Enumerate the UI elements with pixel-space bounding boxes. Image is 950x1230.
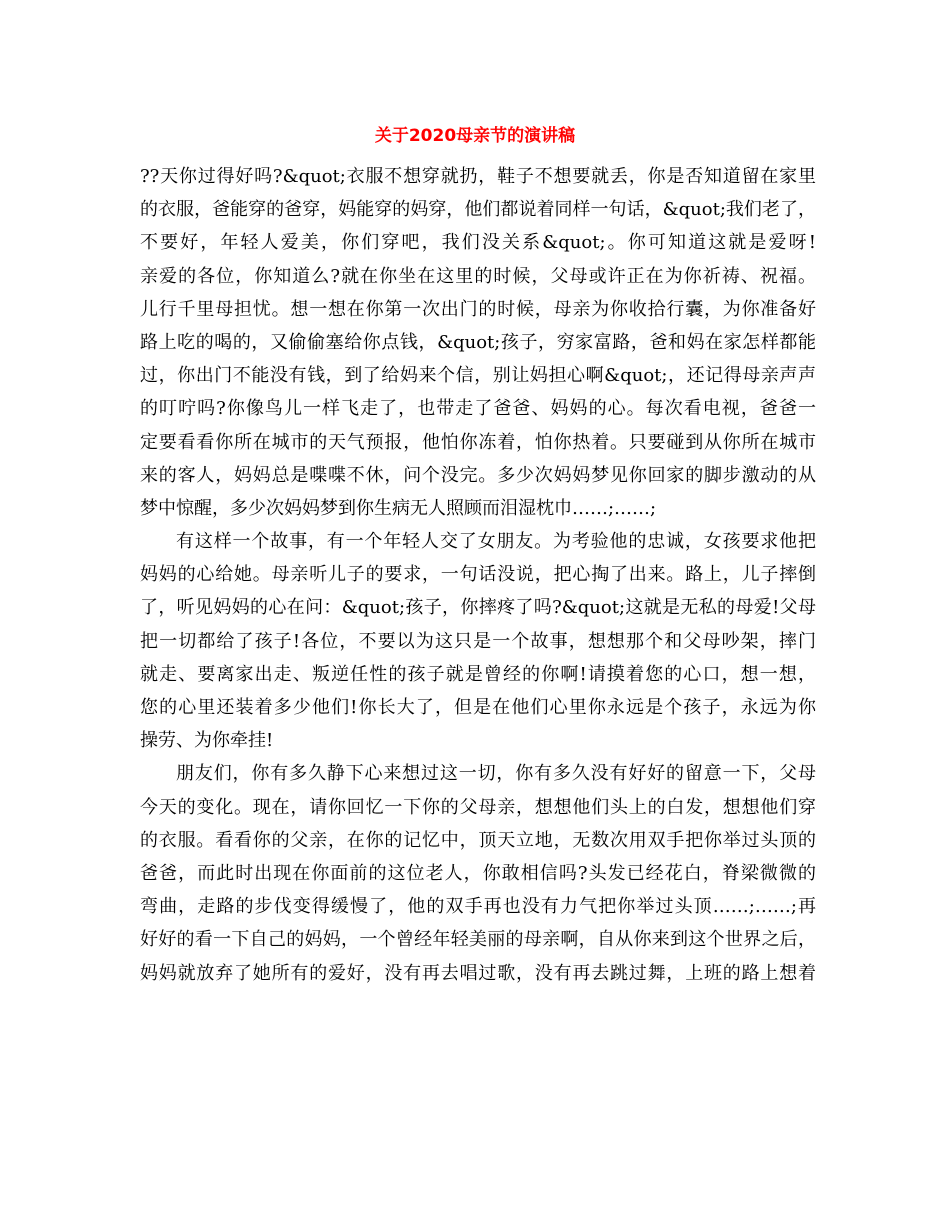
text-line: 把一切都给了孩子!各位，不要以为这只是一个故事，想想那个和父母吵架，摔门 [140,630,816,652]
text-line: 过，你出门不能没有钱，到了给妈来个信，别让妈担心啊&quot;，还记得母亲声声 [140,365,816,387]
text-line: 的叮咛吗?你像鸟儿一样飞走了，也带走了爸爸、妈妈的心。每次看电视，爸爸一 [140,398,816,420]
text-line: 弯曲，走路的步伐变得缓慢了，他的双手再也没有力气把你举过头顶……;……;再 [140,896,816,918]
text-line: 了，听见妈妈的心在问：&quot;孩子，你摔疼了吗?&quot;这就是无私的母爱!父母 [140,597,816,619]
document-title: 关于2020母亲节的演讲稿 [374,126,576,146]
text-line: ??天你过得好吗?&quot;衣服不想穿就扔，鞋子不想要就丢，你是否知道留在家里 [140,166,816,187]
paragraph-2 [140,525,816,757]
text-line: 妈妈就放弃了她所有的爱好，没有再去唱过歌，没有再去跳过舞，上班的路上想着 [140,962,816,984]
text-line: 妈妈的心给她。母亲听儿子的要求，一句话没说，把心掏了出来。路上，儿子摔倒 [140,564,816,586]
text-line: 朋友们，你有多久静下心来想过这一切，你有多久没有好好的留意一下，父母 [176,763,816,785]
paragraph-3 [140,757,816,989]
text-line: 好好的看一下自己的妈妈，一个曾经年轻美丽的母亲啊，自从你来到这个世界之后， [140,929,816,951]
text-line: 来的客人，妈妈总是喋喋不休，问个没完。多少次妈妈梦见你回家的脚步激动的从 [140,464,816,486]
text-line: 爸爸，而此时出现在你面前的这位老人，你敢相信吗?头发已经花白，脊梁微微的 [140,862,816,884]
text-line: 亲爱的各位，你知道么?就在你坐在这里的时候，父母或许正在为你祈祷、祝福。 [140,265,816,287]
document-body [140,160,816,990]
text-line: 儿行千里母担忧。想一想在你第一次出门的时候，母亲为你收拾行囊，为你准备好 [140,298,816,320]
text-line: 定要看看你所在城市的天气预报，他怕你冻着，怕你热着。只要碰到从你所在城市 [140,431,816,453]
text-line: 有这样一个故事，有一个年轻人交了女朋友。为考验他的忠诚，女孩要求他把 [176,531,816,553]
text-line: 今天的变化。现在，请你回忆一下你的父母亲，想想他们头上的白发，想想他们穿 [140,796,816,818]
text-line: 不要好，年轻人爱美，你们穿吧，我们没关系&quot;。你可知道这就是爱呀! [140,232,816,254]
text-line: 的衣服。看看你的父亲，在你的记忆中，顶天立地，无数次用双手把你举过头顶的 [140,829,816,851]
text-line: 就走、要离家出走、叛逆任性的孩子就是曾经的你啊!请摸着您的心口，想一想， [140,663,816,685]
text-line: 操劳、为你牵挂! [140,730,274,752]
paragraph-1 [140,160,816,525]
text-line: 梦中惊醒，多少次妈妈梦到你生病无人照顾而泪湿枕巾……;……; [140,497,657,519]
text-line: 路上吃的喝的，又偷偷塞给你点钱，&quot;孩子，穷家富路，爸和妈在家怎样都能 [140,331,816,353]
text-line: 的衣服，爸能穿的爸穿，妈能穿的妈穿，他们都说着同样一句话，&quot;我们老了， [140,199,816,221]
text-line: 您的心里还装着多少他们!你长大了，但是在他们心里你永远是个孩子，永远为你 [140,697,816,718]
